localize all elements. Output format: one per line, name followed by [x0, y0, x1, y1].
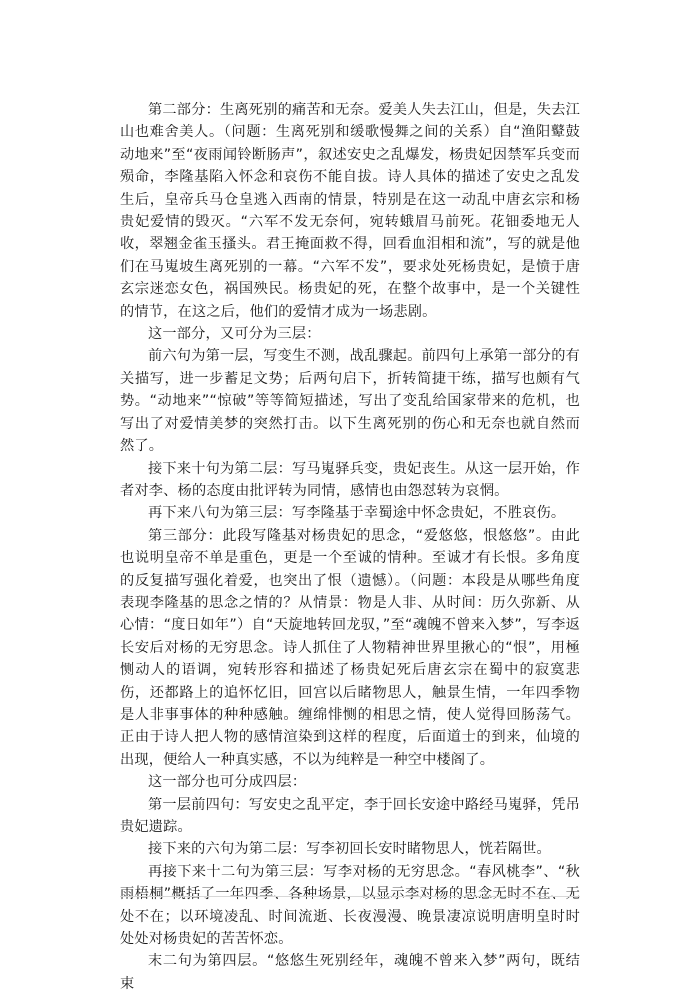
document-body	[120, 99, 580, 995]
paragraph-layer-two: 接下来十句为第二层：写马嵬驿兵变，贵妃丧生。从这一层开始，作者对李、杨的态度由批评转为同情，感情也由怨怼转为哀惘。	[120, 460, 580, 499]
paragraph-p3-layer-three: 再接下来十二句为第三层：写李对杨的无穷思念。“春风桃李”、“秋雨梧桐”概括了一年四季、各种场景，以显示李对杨的思念无时不在、无处不在；以环境凌乱、时间流逝、长夜漫漫、晚景凄凉说明唐明皇时时处处对杨贵妃的苦苦怀恋。	[120, 863, 580, 948]
paragraph-p3-layer-one: 第一层前四句：写安史之乱平定，李于回长安途中路经马嵬驿，凭吊贵妃遗踪。	[120, 796, 580, 835]
paragraph-part-two-layers: 这一部分，又可分为三层：	[148, 326, 321, 343]
paragraph-part-three: 第三部分：此段写隆基对杨贵妃的思念，“爱悠悠，恨悠悠”。由此也说明皇帝不单是重色，更是一个至诚的情种。至诚才有长恨。多角度的反复描写强化着爱，也突出了恨（遗憾）。（问题：本段是从哪些角度表现李隆基的思念之情的？从情景：物是人非、从时间：历久弥新、从心情：“度日如年”）自“天旋地转回龙驭，”至“魂魄不曾来入梦”，写李返长安后对杨的无穷思念。诗人抓住了人物精神世界里揪心的“恨”，用極恻动人的语调，宛转形容和描述了杨贵妃死后唐玄宗在蜀中的寂寞悲伤，还都路上的追怀忆旧，回宫以后睹物思人，触景生情，一年四季物是人非事事体的种种感触。缠绵悱恻的相思之情，使人觉得回肠荡气。正由于诗人把人物的感情渲染到这样的程度，后面道士的到来，仙境的出现，便给人一种真实感，不以为纯粹是一种空中楼阁了。	[120, 527, 580, 768]
paragraph-layer-three: 再下来八句为第三层：写李隆基于幸蜀途中怀念贵妃，不胜哀伤。	[148, 505, 566, 522]
paragraph-p3-layer-four: 末二句为第四层。“悠悠生死别经年，魂魄不曾来入梦”两句，既结束	[120, 953, 580, 992]
page-bottom-divider	[120, 896, 580, 897]
paragraph-layer-one: 前六句为第一层，写变生不测，战乱骤起。前四句上承第一部分的有关描写，进一步蓄足文势；后两句启下，折转简捷干练，描写也颇有气势。“动地来”“惊破”等等简短描述，写出了变乱给国家带来的危机，也写出了对爱情美梦的突然打击。以下生离死别的伤心和无奈也就自然而然了。	[120, 348, 580, 455]
paragraph-p3-layer-two: 接下来的六句为第二层：写李初回长安时睹物思人，恍若隔世。	[148, 841, 551, 858]
paragraph-part-three-layers: 这一部分也可分成四层：	[148, 774, 307, 791]
paragraph-part-two: 第二部分：生离死别的痛苦和无奈。爱美人失去江山，但是，失去江山也难舍美人。（问题：生离死别和缓歌慢舞之间的关系）自“渔阳鼙鼓动地来”至“夜雨闻铃断肠声”，叙述安史之乱爆发，杨贵妃因禁军兵变而殒命，李隆基陷入怀念和哀伤不能自拔。诗人具体的描述了安史之乱发生后，皇帝兵马仓皇逃入西南的情景，特别是在这一动乱中唐玄宗和杨贵妃爱情的毁灭。“六军不发无奈何，宛转蛾眉马前死。花钿委地无人收，翠翘金雀玉搔头。君王掩面救不得，回看血泪相和流”，写的就是他们在马嵬坡生离死别的一幕。“六军不发”，要求处死杨贵妃，是愤于唐玄宗迷恋女色，祸国殃民。杨贵妃的死，在整个故事中，是一个关键性的情节，在这之后，他们的爱情才成为一场悲剧。	[120, 102, 580, 320]
